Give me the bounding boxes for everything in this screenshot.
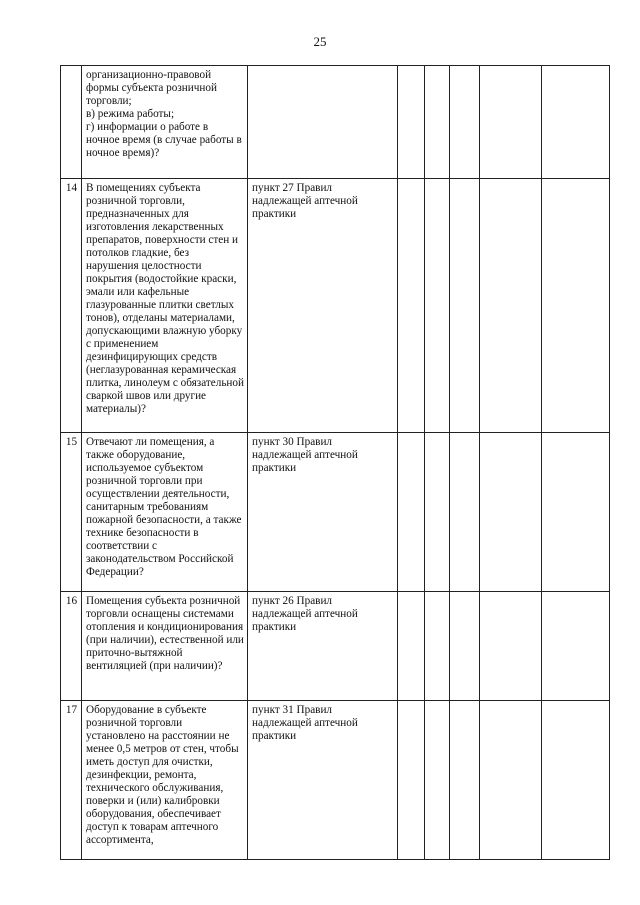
empty-cell bbox=[542, 179, 610, 433]
requirement-text: В помещениях субъекта розничной торговли, предназначенных для изготовления лекарственных препаратов, поверхности стен и потолков гладкие, без нарушения целостности покрытия (водостойкие краски, эмали или кафельные глазурованные плитки светлых тонов), отделаны материалами, допускающими влажную уборку с применением дезинфицирующих средств (неглазурованная керамическая плитка, линолеум с обязательной сваркой швов или другие материалы)? bbox=[82, 179, 248, 433]
empty-cell bbox=[480, 592, 542, 701]
row-number: 14 bbox=[61, 179, 82, 433]
table-row bbox=[61, 701, 610, 860]
empty-cell bbox=[480, 701, 542, 860]
row-number: 16 bbox=[61, 592, 82, 701]
empty-cell bbox=[480, 433, 542, 592]
empty-cell bbox=[542, 433, 610, 592]
empty-cell bbox=[425, 66, 450, 179]
empty-cell bbox=[425, 433, 450, 592]
legal-reference: пункт 31 Правил надлежащей аптечной практики bbox=[248, 701, 398, 860]
checklist-table bbox=[60, 65, 610, 860]
requirement-text: Отвечают ли помещения, а также оборудование, используемое субъектом розничной торговли при осуществлении деятельности, санитарным требованиям пожарной безопасности, а также технике безопасности в соответствии с законодательством Российской Федерации? bbox=[82, 433, 248, 592]
table-row bbox=[61, 179, 610, 433]
requirement-line: в) режима работы; bbox=[86, 108, 175, 120]
legal-reference bbox=[248, 66, 398, 179]
empty-cell bbox=[398, 433, 425, 592]
empty-cell bbox=[480, 66, 542, 179]
empty-cell bbox=[425, 701, 450, 860]
row-number bbox=[61, 66, 82, 179]
legal-reference: пункт 30 Правил надлежащей аптечной практики bbox=[248, 433, 398, 592]
requirement-text: Помещения субъекта розничной торговли оснащены системами отопления и кондиционирования (при наличии), естественной или приточно-вытяжной вентиляцией (при наличии)? bbox=[82, 592, 248, 701]
row-number: 15 bbox=[61, 433, 82, 592]
empty-cell bbox=[398, 592, 425, 701]
empty-cell bbox=[450, 592, 480, 701]
empty-cell bbox=[542, 701, 610, 860]
empty-cell bbox=[542, 66, 610, 179]
empty-cell bbox=[398, 701, 425, 860]
requirement-line: организационно-правовой формы субъекта розничной торговли; bbox=[86, 69, 217, 107]
empty-cell bbox=[480, 179, 542, 433]
empty-cell bbox=[450, 433, 480, 592]
legal-reference: пункт 27 Правил надлежащей аптечной практики bbox=[248, 179, 398, 433]
requirement-text: Оборудование в субъекте розничной торговли установлено на расстоянии не менее 0,5 метров от стен, чтобы иметь доступ для очистки, дезинфекции, ремонта, технического обслуживания, поверки и (или) калибровки оборудования, обеспечивает доступ к товарам аптечного ассортимента, bbox=[82, 701, 248, 860]
empty-cell bbox=[398, 66, 425, 179]
empty-cell bbox=[450, 179, 480, 433]
page-number: 25 bbox=[313, 34, 327, 49]
empty-cell bbox=[542, 592, 610, 701]
requirement-line: г) информации о работе в ночное время (в случае работы в ночное время)? bbox=[86, 121, 242, 159]
table-row bbox=[61, 592, 610, 701]
empty-cell bbox=[425, 592, 450, 701]
empty-cell bbox=[450, 701, 480, 860]
empty-cell bbox=[450, 66, 480, 179]
requirement-text bbox=[82, 66, 248, 179]
table-row bbox=[61, 66, 610, 179]
empty-cell bbox=[425, 179, 450, 433]
row-number: 17 bbox=[61, 701, 82, 860]
legal-reference: пункт 26 Правил надлежащей аптечной практики bbox=[248, 592, 398, 701]
table-row bbox=[61, 433, 610, 592]
empty-cell bbox=[398, 179, 425, 433]
